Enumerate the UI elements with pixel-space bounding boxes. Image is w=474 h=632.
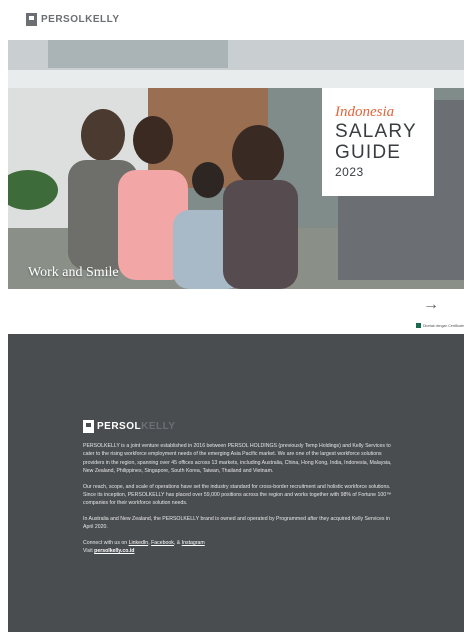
back-brand-name — [97, 421, 176, 432]
back-brand-logo — [83, 420, 176, 433]
connect-and: & — [176, 539, 182, 546]
cover-caption: Work and Smile — [28, 265, 119, 280]
about-paragraph-2: Our reach, scope, and scale of operations have set the industry standard for cross-border recruitment and holistic workforce solutions. Since its inception, PERSOLKELLY has placed over 59,000 positions across the region and works together with 98% of Fortune 100™ companies for their workforce solution needs. — [83, 483, 392, 507]
facebook-link[interactable]: Facebook — [151, 539, 174, 546]
brand-logo — [26, 13, 120, 26]
visit-prefix: Visit — [83, 548, 93, 555]
brand-logo-icon — [26, 13, 37, 26]
brand-name-part2: KELLY — [85, 14, 120, 25]
cover-title-panel — [322, 88, 434, 196]
visit-line — [83, 547, 393, 555]
cover-photo — [8, 40, 464, 289]
certificate-icon — [416, 323, 421, 328]
about-section — [83, 442, 393, 562]
cover-country: Indonesia — [335, 104, 395, 120]
linkedin-link[interactable]: LinkedIn — [128, 539, 149, 546]
back-brand-name-part2: KELLY — [141, 421, 176, 432]
cover-title-line1: SALARY — [335, 121, 417, 142]
connect-prefix: Connect with us on — [83, 539, 128, 546]
instagram-link[interactable]: Instagram — [181, 539, 205, 546]
cover-year: 2023 — [335, 165, 364, 179]
certificate-badge — [416, 323, 464, 328]
cover-title-line2: GUIDE — [335, 142, 402, 163]
back-brand-name-part1: PERSOL — [97, 421, 142, 432]
brand-name-part1: PERSOL — [41, 14, 86, 25]
next-arrow-icon[interactable]: → — [423, 296, 439, 313]
back-brand-logo-icon — [83, 420, 94, 433]
certificate-label: Dicetak dengan Certificate — [423, 323, 465, 328]
about-paragraph-1: PERSOLKELLY is a joint venture established in 2016 between PERSOL HOLDINGS (previously Temp Holdings) and Kelly Services to cater to the rising workforce employment needs of the emerging Asia Pacific market. We are one of the largest workforce solutions providers in the region, spanning over 45 offices across 13 markets, including Australia, China, Hong Kong, India, Indonesia, Malaysia, New Zealand, Philippines, Singapore, South Korea, Taiwan, Thailand and Vietnam. — [83, 443, 392, 475]
about-paragraph-3: In Australia and New Zealand, the PERSOLKELLY brand is owned and operated by Programmed after they acquired Kelly Services in April 2020. — [83, 515, 390, 531]
website-link[interactable]: persolkelly.co.id — [94, 548, 135, 555]
brand-name — [41, 14, 120, 25]
connect-line: Connect with us on LinkedIn, Facebook, & Instagram — [83, 539, 205, 546]
